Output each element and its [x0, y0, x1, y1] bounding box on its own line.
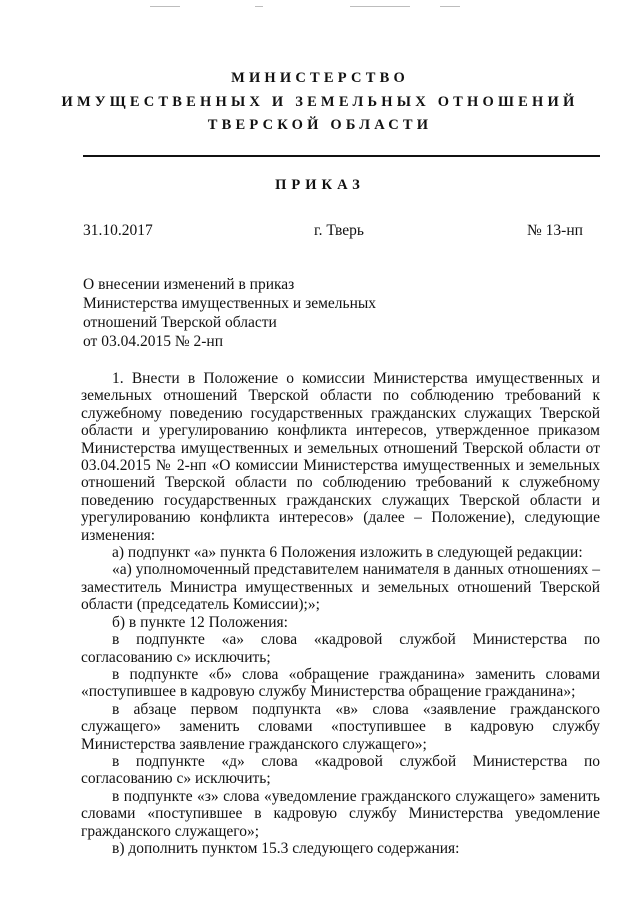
body-paragraph: б) в пункте 12 Положения: — [112, 613, 288, 631]
document-subject — [83, 275, 376, 351]
scan-artifact — [255, 6, 263, 7]
body-paragraph: в подпункте «а» слова «кадровой службой Министерства по согласованию с» исключить; — [81, 631, 600, 666]
document-body — [81, 370, 600, 857]
ministry-title-line1: МИНИСТЕРСТВО — [231, 70, 409, 86]
document-number: № 13-нп — [527, 222, 583, 239]
body-paragraph: «а) уполномоченный представителем нанимателя в данных отношениях – заместитель Министра имущественных и земельных отношений Тверской области (председатель Комиссии);»; — [81, 561, 600, 614]
ministry-title-line2: ИМУЩЕСТВЕННЫХ И ЗЕМЕЛЬНЫХ ОТНОШЕНИЙ — [61, 94, 579, 110]
body-paragraph: в подпункте «б» слова «обращение гражданина» заменить словами «поступившее в кадровую службу Министерства обращение гражданина»; — [81, 665, 600, 701]
subject-line: от 03.04.2015 № 2-нп — [83, 333, 223, 350]
subject-line: отношений Тверской области — [83, 314, 277, 331]
body-paragraph: в абзаце первом подпункта «в» слова «заявление гражданского служащего» заменить словами «поступившее в кадровую службу Министерства заявление гражданского служащего»; — [81, 700, 600, 753]
ministry-title-line3: ТВЕРСКОЙ ОБЛАСТИ — [207, 117, 433, 133]
body-paragraph: в подпункте «з» слова «уведомление гражданского служащего» заменить словами «поступившее в кадровую службу Министерства уведомление гражданского служащего»; — [81, 787, 600, 840]
body-paragraph: а) подпункт «а» пункта 6 Положения изложить в следующей редакции: — [112, 544, 583, 562]
body-paragraph: в подпункте «д» слова «кадровой службой Министерства по согласованию с» исключить; — [81, 752, 600, 788]
subject-line: Министерства имущественных и земельных — [83, 295, 377, 312]
subject-line: О внесении изменений в приказ — [83, 276, 295, 293]
body-paragraph: 1. Внести в Положение о комиссии Министерства имущественных и земельных отношений Тверской области по соблюдению требований к служебному поведению государственных гражданских служащих Тверской области и урегулированию конфликта интересов, утвержденное приказом Министерства имущественных и земельных отношений Тверской области от 03.04.2015 № 2-нп «О комиссии Министерства имущественных и земельных отношений Тверской области по соблюдению требований к служебному поведению государственных гражданских служащих Тверской области и урегулированию конфликта интересов» (далее – Положение), следующие изменения: — [81, 370, 600, 544]
scan-artifact — [350, 6, 410, 7]
scan-artifact — [150, 6, 180, 7]
header-divider — [83, 155, 600, 157]
document-date: 31.10.2017 — [83, 222, 153, 239]
document-city: г. Тверь — [314, 222, 364, 239]
scan-artifact — [440, 6, 460, 7]
body-paragraph: в) дополнить пунктом 15.3 следующего содержания: — [112, 839, 460, 857]
document-type: ПРИКАЗ — [275, 177, 365, 193]
